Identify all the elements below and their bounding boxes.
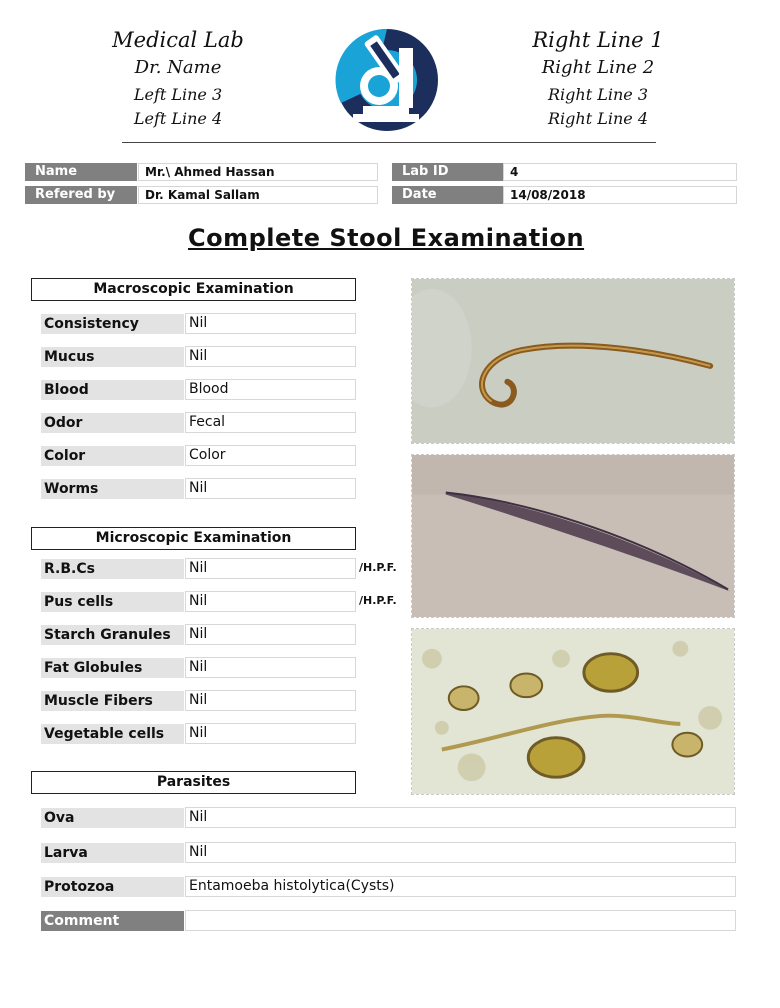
labid-label: Lab ID	[392, 163, 503, 181]
macro-value-worms: Nil	[185, 478, 356, 499]
micro-label-vegetable-cells: Vegetable cells	[41, 724, 184, 744]
parasite-label-ova: Ova	[41, 808, 184, 828]
parasite-eggs-photo	[411, 628, 735, 795]
parasite-value-ova: Nil	[185, 807, 736, 828]
macro-value-mucus: Nil	[185, 346, 356, 367]
micro-value-starch-granules: Nil	[185, 624, 356, 645]
header-left-line-1: Medical Lab	[112, 28, 244, 52]
parasites-heading: Parasites	[31, 771, 356, 794]
comment-value[interactable]	[185, 910, 736, 931]
macro-value-blood: Blood	[185, 379, 356, 400]
header-right-line-4: Right Line 4	[547, 109, 648, 128]
parasite-value-protozoa: Entamoeba histolytica(Cysts)	[185, 876, 736, 897]
parasite-label-protozoa: Protozoa	[41, 877, 184, 897]
report-title: Complete Stool Examination	[188, 224, 585, 252]
macro-value-odor: Fecal	[185, 412, 356, 433]
referred-value: Dr. Kamal Sallam	[138, 186, 378, 204]
lab-logo	[333, 28, 441, 132]
header-left-line-3: Left Line 3	[133, 85, 223, 104]
header-right-line-2: Right Line 2	[541, 57, 655, 78]
referred-label: Refered by	[25, 186, 137, 204]
comment-label: Comment	[41, 911, 184, 931]
micro-unit-rbcs: /H.P.F.	[359, 561, 397, 574]
micro-value-vegetable-cells: Nil	[185, 723, 356, 744]
header-left-line-2: Dr. Name	[134, 57, 222, 78]
micro-value-muscle-fibers: Nil	[185, 690, 356, 711]
name-label: Name	[25, 163, 137, 181]
date-label: Date	[392, 186, 503, 204]
hookworm-larva-photo	[411, 278, 735, 444]
header-right-line-1: Right Line 1	[532, 28, 664, 52]
micro-label-starch-granules: Starch Granules	[41, 625, 184, 645]
parasite-value-larva: Nil	[185, 842, 736, 863]
micro-value-fat-globules: Nil	[185, 657, 356, 678]
microscope-icon	[333, 28, 441, 132]
header-right-line-3: Right Line 3	[547, 85, 648, 104]
micro-unit-pus-cells: /H.P.F.	[359, 594, 397, 607]
micro-label-pus-cells: Pus cells	[41, 592, 184, 612]
micro-label-fat-globules: Fat Globules	[41, 658, 184, 678]
macroscopic-heading: Macroscopic Examination	[31, 278, 356, 301]
parasite-label-larva: Larva	[41, 843, 184, 863]
macro-label-odor: Odor	[41, 413, 184, 433]
roundworm-larva-photo	[411, 454, 735, 618]
macro-label-mucus: Mucus	[41, 347, 184, 367]
macro-label-blood: Blood	[41, 380, 184, 400]
macro-label-consistency: Consistency	[41, 314, 184, 334]
micro-label-muscle-fibers: Muscle Fibers	[41, 691, 184, 711]
header-divider	[122, 142, 656, 143]
macro-value-consistency: Nil	[185, 313, 356, 334]
macro-value-color: Color	[185, 445, 356, 466]
header-left-line-4: Left Line 4	[133, 109, 223, 128]
microscopic-heading: Microscopic Examination	[31, 527, 356, 550]
date-value: 14/08/2018	[503, 186, 737, 204]
name-value: Mr.\ Ahmed Hassan	[138, 163, 378, 181]
macro-label-color: Color	[41, 446, 184, 466]
macro-label-worms: Worms	[41, 479, 184, 499]
micro-value-rbcs: Nil	[185, 558, 356, 579]
micro-value-pus-cells: Nil	[185, 591, 356, 612]
labid-value: 4	[503, 163, 737, 181]
micro-label-rbcs: R.B.Cs	[41, 559, 184, 579]
